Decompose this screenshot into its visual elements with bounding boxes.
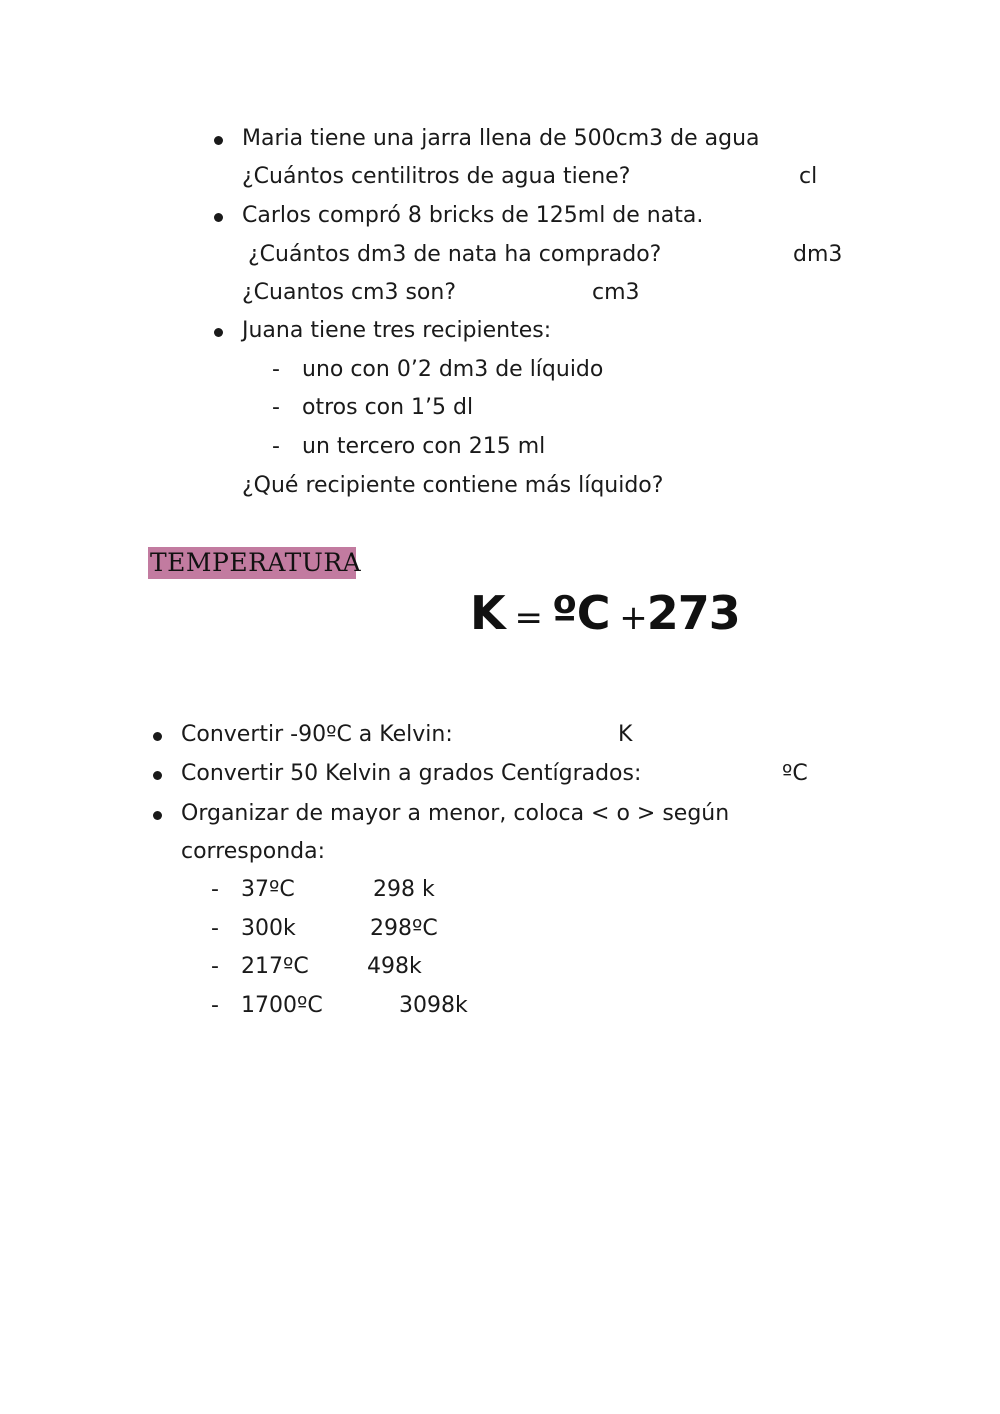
q1-question: ¿Cuántos centilitros de agua tiene? bbox=[242, 164, 631, 189]
formula-celsius: ºC bbox=[551, 586, 610, 640]
t1-unit: K bbox=[618, 722, 633, 747]
kelvin-formula bbox=[470, 585, 740, 646]
q2-question-dm3: ¿Cuántos dm3 de nata ha comprado? bbox=[248, 242, 662, 267]
bullet-icon bbox=[153, 811, 162, 820]
t2-text: Convertir 50 Kelvin a grados Centígrados: bbox=[181, 761, 642, 786]
q1-text: Maria tiene una jarra llena de 500cm3 de agua bbox=[242, 126, 760, 151]
q2-unit-dm3: dm3 bbox=[793, 242, 843, 267]
q2-text: Carlos compró 8 bricks de 125ml de nata. bbox=[242, 203, 704, 228]
comparison-right: 298ºC bbox=[370, 916, 438, 941]
dash-icon: - bbox=[211, 954, 219, 979]
t2-unit: ºC bbox=[782, 761, 808, 786]
q2-unit-cm3: cm3 bbox=[592, 280, 640, 305]
comparison-left: 217ºC bbox=[241, 954, 309, 979]
bullet-icon bbox=[153, 732, 162, 741]
dash-icon: - bbox=[211, 916, 219, 941]
formula-k: K bbox=[470, 586, 505, 640]
section-heading: TEMPERATURA bbox=[150, 548, 362, 577]
q3-item: otros con 1’5 dl bbox=[302, 395, 474, 420]
comparison-right: 298 k bbox=[373, 877, 435, 902]
comparison-left: 300k bbox=[241, 916, 296, 941]
dash-icon: - bbox=[211, 877, 219, 902]
t3-text: Organizar de mayor a menor, coloca < o > según bbox=[181, 801, 730, 826]
bullet-icon bbox=[214, 213, 223, 222]
bullet-icon bbox=[214, 136, 223, 145]
formula-equals: = bbox=[504, 598, 552, 638]
q3-item: uno con 0’2 dm3 de líquido bbox=[302, 357, 604, 382]
q2-question-cm3: ¿Cuantos cm3 son? bbox=[242, 280, 457, 305]
comparison-right: 3098k bbox=[399, 993, 468, 1018]
bullet-icon bbox=[153, 771, 162, 780]
bullet-icon bbox=[214, 328, 223, 337]
dash-icon: - bbox=[272, 434, 280, 459]
q3-text: Juana tiene tres recipientes: bbox=[242, 318, 552, 343]
comparison-right: 498k bbox=[367, 954, 422, 979]
t1-text: Convertir -90ºC a Kelvin: bbox=[181, 722, 453, 747]
comparison-left: 1700ºC bbox=[241, 993, 323, 1018]
dash-icon: - bbox=[272, 395, 280, 420]
formula-number: 273 bbox=[646, 586, 740, 640]
q1-unit: cl bbox=[799, 164, 818, 189]
t3-text-cont: corresponda: bbox=[181, 839, 325, 864]
formula-plus: + bbox=[609, 598, 647, 638]
comparison-left: 37ºC bbox=[241, 877, 295, 902]
q3-item: un tercero con 215 ml bbox=[302, 434, 546, 459]
q3-question: ¿Qué recipiente contiene más líquido? bbox=[242, 473, 664, 498]
dash-icon: - bbox=[272, 357, 280, 382]
dash-icon: - bbox=[211, 993, 219, 1018]
